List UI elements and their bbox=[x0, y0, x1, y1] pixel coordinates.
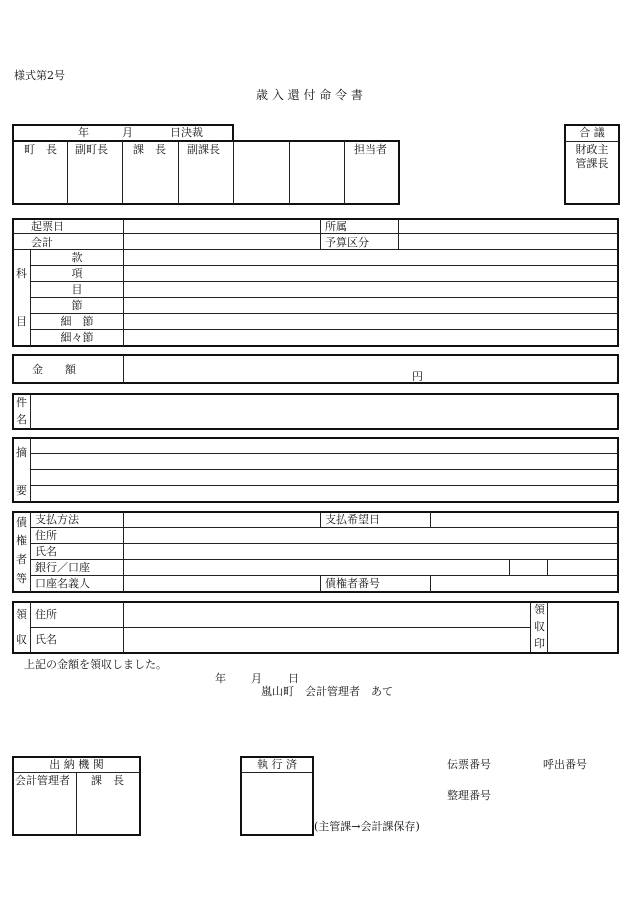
signer-section-chief: 課 長 bbox=[133, 143, 166, 156]
receipt-month-label: 月 bbox=[251, 672, 262, 685]
consultation-header: 合 議 bbox=[579, 126, 605, 139]
decision-day-label: 日決裁 bbox=[170, 126, 203, 139]
creditor-side-label-2: 権 bbox=[16, 534, 27, 547]
creditor-box bbox=[12, 511, 619, 593]
subject-row-kan: 款 bbox=[71, 251, 83, 264]
signer-deputy-mayor: 副町長 bbox=[75, 143, 108, 156]
treasury-chief-label: 課 長 bbox=[91, 774, 124, 787]
creditor-name-label: 氏名 bbox=[35, 545, 57, 558]
received-text: 上記の金額を領収しました。 bbox=[24, 658, 167, 671]
creditor-side-label-3: 者 bbox=[16, 553, 27, 566]
receipt-address-label: 住所 bbox=[35, 608, 57, 621]
accounting-label: 会計 bbox=[31, 236, 53, 249]
receipt-seal-label-3: 印 bbox=[534, 637, 545, 650]
amount-unit: 円 bbox=[412, 370, 423, 383]
item-side-label-1: 件 bbox=[16, 396, 27, 409]
subject-row-setsu: 節 bbox=[71, 299, 83, 312]
subject-side-label-2: 目 bbox=[16, 315, 27, 328]
executed-header: 執 行 済 bbox=[257, 758, 297, 771]
reference-number-label: 整理番号 bbox=[447, 789, 491, 802]
decision-month-label: 月 bbox=[122, 126, 133, 139]
signer-person-in-charge: 担当者 bbox=[354, 143, 387, 156]
signer-deputy-chief: 副課長 bbox=[187, 143, 220, 156]
summary-side-label-1: 摘 bbox=[16, 446, 27, 459]
payment-method-label: 支払方法 bbox=[35, 513, 79, 526]
subject-side-label-1: 科 bbox=[16, 267, 27, 280]
receipt-year-label: 年 bbox=[215, 672, 226, 685]
consultation-line-2: 管課長 bbox=[575, 157, 609, 170]
creditor-address-label: 住所 bbox=[35, 529, 57, 542]
creditor-number-label: 債権者番号 bbox=[325, 577, 380, 590]
creditor-side-label-4: 等 bbox=[16, 572, 27, 585]
treasury-header: 出 納 機 関 bbox=[49, 758, 104, 771]
subject-row-saisaisetsu: 細々節 bbox=[60, 331, 94, 344]
draft-date-label: 起票日 bbox=[31, 220, 64, 233]
item-side-label-2: 名 bbox=[16, 413, 27, 426]
receipt-day-label: 日 bbox=[288, 672, 299, 685]
storage-note: (主管課→会計課保存) bbox=[314, 820, 420, 833]
payment-desired-date-label: 支払希望日 bbox=[325, 513, 380, 526]
creditor-side-label-1: 債 bbox=[16, 516, 27, 529]
department-label: 所属 bbox=[325, 220, 347, 233]
form-title: 歳 入 還 付 命 令 書 bbox=[256, 88, 363, 102]
receipt-seal-label-1: 領 bbox=[534, 603, 545, 616]
account-holder-label: 口座名義人 bbox=[35, 577, 90, 590]
budget-category-label: 予算区分 bbox=[325, 236, 369, 249]
receipt-seal-label-2: 収 bbox=[534, 620, 545, 633]
treasury-accountant-label: 会計管理者 bbox=[15, 774, 70, 787]
item-box bbox=[12, 393, 619, 430]
subject-row-saisetsu: 細 節 bbox=[60, 315, 94, 328]
consultation-line-1: 財政主 bbox=[575, 143, 609, 156]
amount-box bbox=[12, 354, 619, 384]
call-number-label: 呼出番号 bbox=[543, 758, 587, 771]
amount-label: 金 額 bbox=[32, 363, 76, 376]
decision-year-label: 年 bbox=[78, 126, 89, 139]
receipt-side-label-2: 収 bbox=[16, 633, 27, 646]
addressee-text: 嵐山町 会計管理者 あて bbox=[261, 685, 393, 698]
receipt-side-label-1: 領 bbox=[16, 608, 27, 621]
subject-row-kou: 項 bbox=[71, 267, 83, 280]
bank-account-label: 銀行／口座 bbox=[35, 561, 90, 574]
summary-box bbox=[12, 437, 619, 503]
receipt-name-label: 氏名 bbox=[35, 633, 57, 646]
subject-row-moku: 目 bbox=[71, 283, 83, 296]
signer-mayor: 町 長 bbox=[24, 143, 57, 156]
summary-side-label-2: 要 bbox=[16, 484, 27, 497]
form-number: 様式第2号 bbox=[14, 69, 65, 82]
voucher-number-label: 伝票番号 bbox=[447, 758, 491, 771]
